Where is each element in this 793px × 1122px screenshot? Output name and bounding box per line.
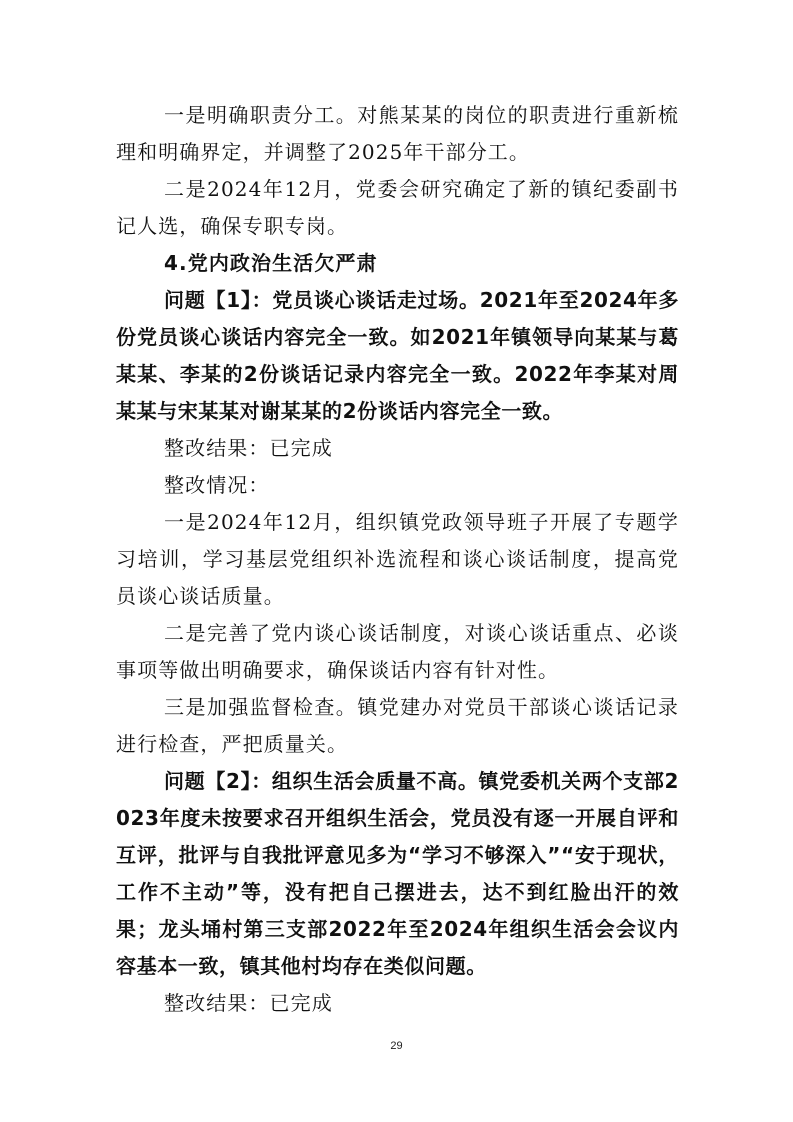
paragraph-deputy-secretary: 二是2024年12月，党委会研究确定了新的镇纪委副书记人选，确保专职专岗。 [116,177,679,238]
paragraph-duty-division: 一是明确职责分工。对熊某某的岗位的职责进行重新梳理和明确界定，并调整了2025年干部分工。 [116,103,679,164]
rectification-result-2: 整改结果：已完成 [164,991,333,1015]
document-body [116,97,679,1022]
paragraph-training: 一是2024年12月，组织镇党政领导班子开展了专题学习培训，学习基层党组织补选流程和谈心谈话制度，提高党员谈心谈话质量。 [116,510,679,608]
paragraph-supervision: 三是加强监督检查。镇党建办对党员干部谈心谈话记录进行检查，严把质量关。 [116,695,679,756]
section-heading: 4.党内政治生活欠严肃 [164,251,378,275]
rectification-result: 整改结果：已完成 [164,436,333,460]
issue-2-statement: 问题【2】：组织生活会质量不高。镇党委机关两个支部2023年度未按要求召开组织生活会，党员没有逐一开展自评和互评，批评与自我批评意见多为“学习不够深入”“安于现状，工作不主动”等，没有把自己摆进去，达不到红脸出汗的效果；龙头埇村第三支部2022年至2024年组织生活会会议内容基本一致，镇其他村均存在类似问题。 [116,769,679,978]
paragraph-system-improvement: 二是完善了党内谈心谈话制度，对谈心谈话重点、必谈事项等做出明确要求，确保谈话内容有针对性。 [116,621,679,682]
page-number: 29 [390,1040,403,1052]
issue-1-statement: 问题【1】：党员谈心谈话走过场。2021年至2024年多份党员谈心谈话内容完全一致。如2021年镇领导向某某与葛某某、李某的2份谈话记录内容完全一致。2022年李某对周某某与宋某某对谢某某的2份谈话内容完全一致。 [116,288,679,423]
rectification-status-label: 整改情况： [164,473,270,497]
